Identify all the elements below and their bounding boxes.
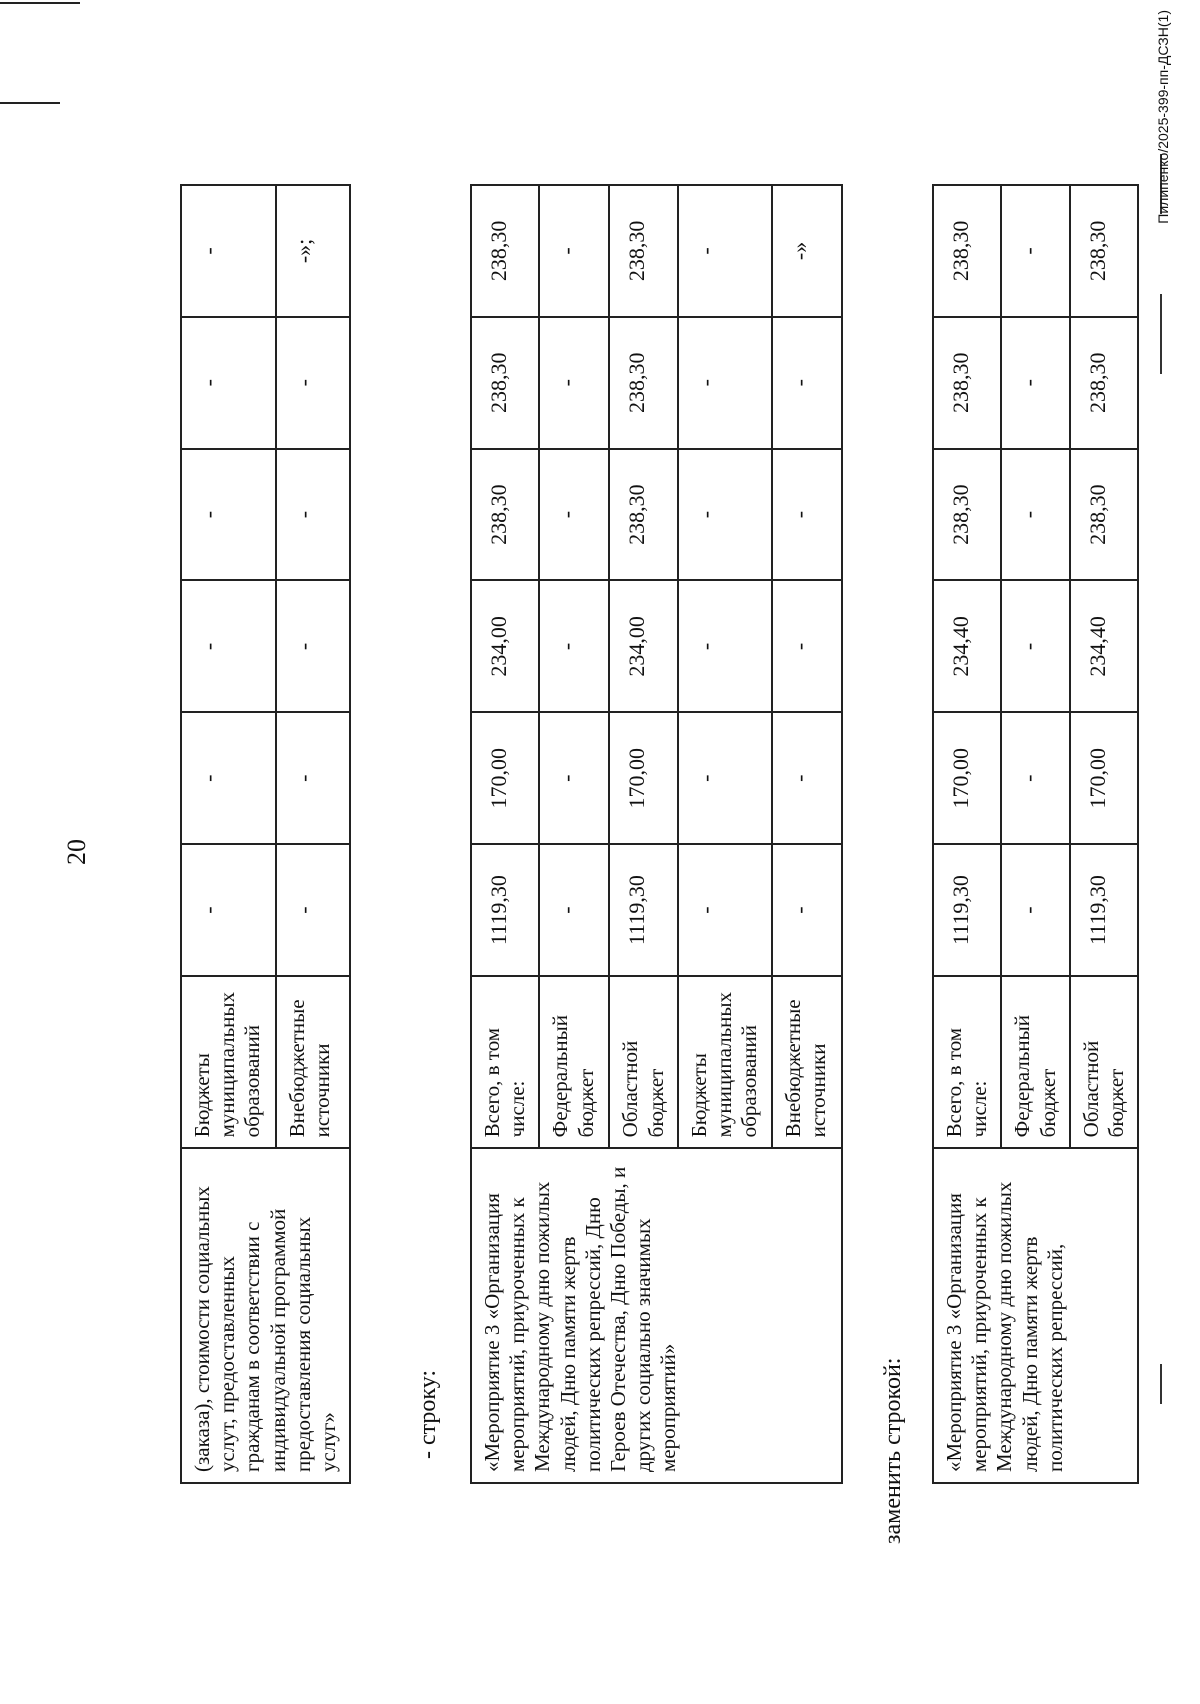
value-cell: 234,40 [1070, 580, 1138, 712]
value-cell: - [678, 449, 772, 581]
value-cell: 238,30 [933, 317, 1001, 449]
value-cell: - [539, 712, 609, 844]
value-cell: 234,00 [609, 580, 677, 712]
funding-source: Областной бюджет [1070, 976, 1138, 1148]
value-cell: - [276, 712, 351, 844]
funding-source: Внебюджетные источники [276, 976, 351, 1148]
value-cell: - [181, 580, 276, 712]
value-cell: - [772, 580, 842, 712]
measure-label: «Мероприятие 3 «Организация мероприятий, приуроченных к Международному дню пожилых людей, Дню памяти жертв политических репрессий, Дню Героев Отечества, Дню Победы, и других социально значимых мероприятий» [471, 1148, 842, 1483]
value-cell: - [1001, 317, 1069, 449]
table-row [471, 185, 539, 1483]
table-new-row [932, 184, 1139, 1484]
value-cell: 234,40 [933, 580, 1001, 712]
value-cell: - [539, 449, 609, 581]
value-cell: - [276, 449, 351, 581]
value-cell: 1119,30 [471, 844, 539, 976]
value-cell: - [539, 844, 609, 976]
value-cell: 238,30 [1070, 185, 1138, 317]
scan-margin-mark [1160, 1364, 1162, 1404]
value-cell: 238,30 [471, 185, 539, 317]
scan-margin-mark [1160, 294, 1162, 374]
value-cell: - [772, 844, 842, 976]
funding-source: Внебюджетные источники [772, 976, 842, 1148]
value-cell: - [678, 844, 772, 976]
value-cell: 170,00 [471, 712, 539, 844]
value-cell: - [1001, 712, 1069, 844]
replace-row-caption: - строку: [415, 1369, 441, 1459]
value-cell: - [539, 185, 609, 317]
measure-label: (заказа), стоимости социальных услут, предоставленных гражданам в соответствии с индивидуальной программой предоставления социальных услуг» [181, 1148, 350, 1483]
value-cell: -»; [276, 185, 351, 317]
page-number: 20 [62, 839, 91, 865]
value-cell: 1119,30 [1070, 844, 1138, 976]
value-cell: 1119,30 [933, 844, 1001, 976]
value-cell: 170,00 [933, 712, 1001, 844]
value-cell: - [1001, 185, 1069, 317]
value-cell: - [276, 844, 351, 976]
table-previous-measure [180, 184, 351, 1484]
with-row-caption: заменить строкой: [880, 1357, 906, 1544]
funding-source: Федеральный бюджет [539, 976, 609, 1148]
value-cell: - [181, 185, 276, 317]
value-cell: - [181, 449, 276, 581]
value-cell: 238,30 [471, 449, 539, 581]
value-cell: - [181, 317, 276, 449]
value-cell: - [276, 317, 351, 449]
value-cell: - [678, 185, 772, 317]
funding-source: Областной бюджет [609, 976, 677, 1148]
value-cell: - [539, 317, 609, 449]
value-cell: - [678, 317, 772, 449]
funding-source: Бюджеты муниципальных образований [678, 976, 772, 1148]
funding-source: Всего, в том числе: [471, 976, 539, 1148]
measure-label: «Мероприятие 3 «Организация мероприятий, приуроченных к Международному дню пожилых людей, Дню памяти жертв политических репрессий, [933, 1148, 1138, 1483]
value-cell: 1119,30 [609, 844, 677, 976]
value-cell: 238,30 [609, 317, 677, 449]
value-cell: 234,00 [471, 580, 539, 712]
value-cell: - [181, 844, 276, 976]
value-cell: - [181, 712, 276, 844]
value-cell: 238,30 [1070, 317, 1138, 449]
scan-edge-line [0, 102, 60, 104]
value-cell: 238,30 [609, 449, 677, 581]
value-cell: 238,30 [933, 449, 1001, 581]
table-replace-row [470, 184, 843, 1484]
table-row [933, 185, 1001, 1483]
value-cell: -» [772, 185, 842, 317]
value-cell: - [678, 580, 772, 712]
document-code: Пилипенко/2025-399-пп-ДСЗН(1) [1155, 10, 1171, 224]
funding-source: Всего, в том числе: [933, 976, 1001, 1148]
value-cell: - [1001, 580, 1069, 712]
value-cell: - [1001, 844, 1069, 976]
value-cell: 238,30 [1070, 449, 1138, 581]
value-cell: - [772, 449, 842, 581]
funding-source: Бюджеты муниципальных образований [181, 976, 276, 1148]
value-cell: 170,00 [609, 712, 677, 844]
value-cell: - [772, 712, 842, 844]
value-cell: 238,30 [933, 185, 1001, 317]
value-cell: - [772, 317, 842, 449]
table-row [181, 185, 276, 1483]
value-cell: - [539, 580, 609, 712]
funding-source: Федеральный бюджет [1001, 976, 1069, 1148]
value-cell: - [276, 580, 351, 712]
value-cell: 238,30 [609, 185, 677, 317]
value-cell: - [678, 712, 772, 844]
value-cell: - [1001, 449, 1069, 581]
value-cell: 170,00 [1070, 712, 1138, 844]
value-cell: 238,30 [471, 317, 539, 449]
